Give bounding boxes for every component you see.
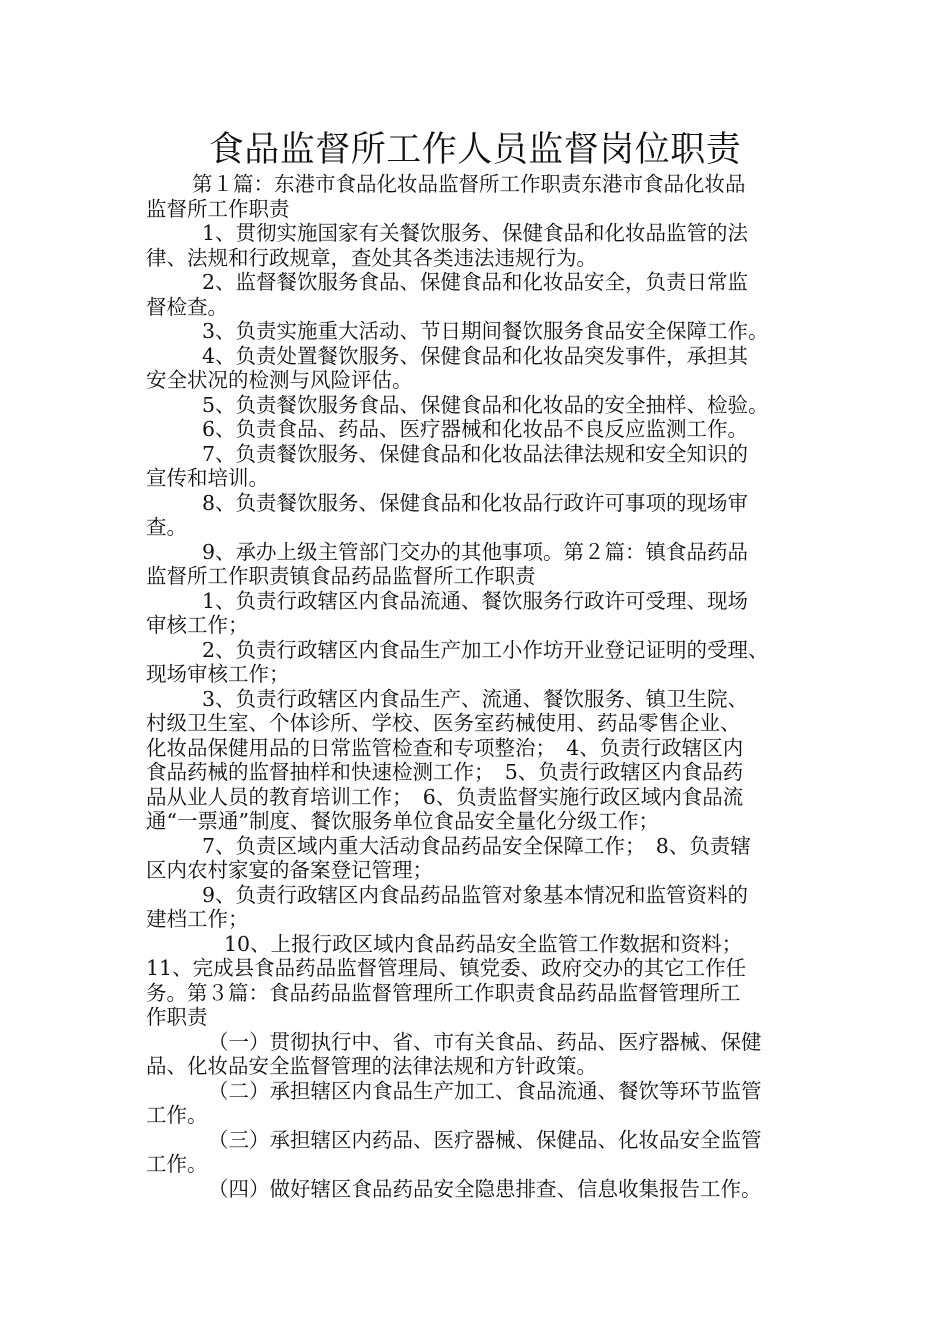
text-line: 7、负责餐饮服务、保健食品和化妆品法律法规和安全知识的 — [202, 441, 749, 466]
text-line: 7、负责区域内重大活动食品药品安全保障工作； 8、负责辖 — [202, 833, 751, 858]
text-line: 9、承办上级主管部门交办的其他事项。第２篇：镇食品药品 — [202, 539, 749, 564]
text-line: 村级卫生室、个体诊所、学校、医务室药械使用、药品零售企业、 — [146, 711, 741, 735]
text-line: 3、负责实施重大活动、节日期间餐饮服务食品安全保障工作。 — [202, 319, 769, 343]
text-line: 10、上报行政区域内食品药品安全监管工作数据和资料； — [224, 931, 743, 956]
text-line: 食品药械的监督抽样和快速检测工作； 5、负责行政辖区内食品药 — [146, 760, 744, 784]
text-line: 作职责 — [146, 1005, 208, 1029]
text-line: 1、负责行政辖区内食品流通、餐饮服务行政许可受理、现场 — [202, 588, 749, 613]
text-line: 化妆品保健用品的日常监管检查和专项整治； 4、负责行政辖区内 — [146, 735, 744, 760]
text-line: 2、监督餐饮服务食品、保健食品和化妆品安全，负责日常监 — [202, 270, 749, 294]
text-line: （四）做好辖区食品药品安全隐患排查、信息收集报告工作。 — [208, 1176, 762, 1201]
text-line: 安全状况的检测与风险评估。 — [146, 368, 413, 392]
text-line: 11、完成县食品药品监督管理局、镇党委、政府交办的其它工作任 — [146, 956, 747, 980]
text-line: 督检查。 — [146, 294, 228, 319]
text-line: 4、负责处置餐饮服务、保健食品和化妆品突发事件，承担其 — [202, 343, 749, 368]
text-line: 5、负责餐饮服务食品、保健食品和化妆品的安全抽样、检验。 — [202, 392, 769, 417]
document-body — [146, 172, 811, 1201]
text-line: 工作。 — [146, 1152, 208, 1176]
document-title: 食品监督所工作人员监督岗位职责 — [208, 130, 742, 170]
text-line: 查。 — [146, 515, 187, 539]
text-line: 监督所工作职责 — [146, 196, 290, 221]
text-line: 1、贯彻实施国家有关餐饮服务、保健食品和化妆品监管的法 — [202, 221, 749, 245]
text-line: 监督所工作职责镇食品药品监督所工作职责 — [146, 564, 536, 588]
text-line: 律、法规和行政规章，查处其各类违法违规行为。 — [146, 245, 597, 270]
text-line: 务。第３篇：食品药品监督管理所工作职责食品药品监督管理所工 — [146, 980, 741, 1005]
text-line: （一）贯彻执行中、省、市有关食品、药品、医疗器械、保健 — [208, 1029, 762, 1054]
text-line: 通“一票通”制度、餐饮服务单位食品安全量化分级工作； — [146, 809, 659, 833]
text-line: 2、负责行政辖区内食品生产加工小作坊开业登记证明的受理、 — [202, 637, 769, 662]
text-line: 品从业人员的教育培训工作； 6、负责监督实施行政区域内食品流 — [146, 784, 744, 809]
text-line: 现场审核工作； — [146, 662, 290, 686]
text-line: （三）承担辖区内药品、医疗器械、保健品、化妆品安全监管 — [208, 1127, 762, 1152]
text-line: 6、负责食品、药品、医疗器械和化妆品不良反应监测工作。 — [202, 417, 749, 441]
text-line: 建档工作； — [146, 907, 249, 931]
text-line: （二）承担辖区内食品生产加工、食品流通、餐饮等环节监管 — [208, 1078, 762, 1103]
text-line: 宣传和培训。 — [146, 466, 269, 490]
text-line: 品、化妆品安全监督管理的法律法规和方针政策。 — [146, 1054, 597, 1078]
text-line: 区内农村家宴的备案登记管理； — [146, 858, 433, 882]
text-line: 9、负责行政辖区内食品药品监管对象基本情况和监管资料的 — [202, 882, 749, 907]
text-line: 第１篇：东港市食品化妆品监督所工作职责东港市食品化妆品 — [192, 172, 746, 196]
text-line: 工作。 — [146, 1103, 208, 1127]
text-line: 审核工作； — [146, 613, 249, 637]
text-line: 8、负责餐饮服务、保健食品和化妆品行政许可事项的现场审 — [202, 490, 749, 515]
text-line: 3、负责行政辖区内食品生产、流通、餐饮服务、镇卫生院、 — [202, 686, 749, 711]
